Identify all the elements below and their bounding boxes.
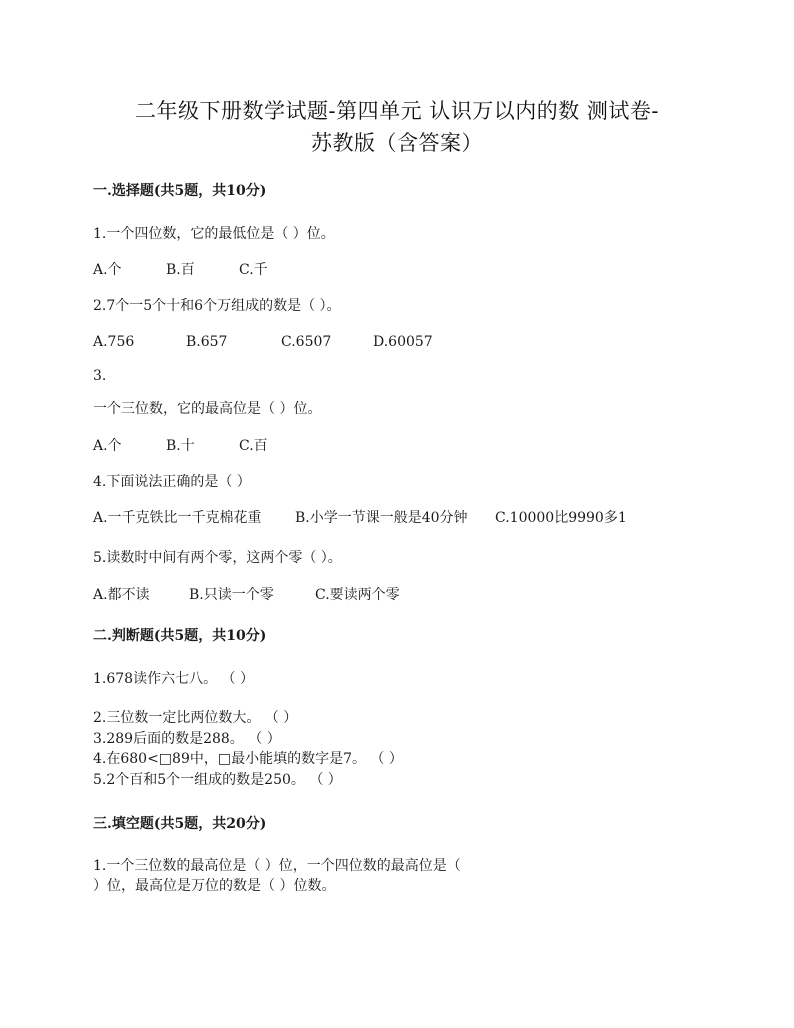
option-b: B.只读一个零	[189, 587, 274, 603]
question-2-options	[93, 333, 433, 351]
judge-item-1: 1.678读作六七八。 （ ）	[93, 671, 254, 687]
option-a: A.个	[93, 262, 122, 278]
judge-item-4: 4.在680<□89中，□最小能填的数字是7。 （ ）	[93, 751, 403, 767]
question-1-text: 1.一个四位数，它的最低位是（ ）位。	[93, 226, 335, 242]
fill-question-1-line-2: ）位，最高位是万位的数是（ ）位数。	[93, 878, 336, 894]
judge-item-2: 2.三位数一定比两位数大。 （ ）	[93, 710, 298, 726]
option-b: B.小学一节课一般是40分钟	[295, 510, 468, 526]
question-5-options	[93, 586, 400, 604]
judge-item-5: 5.2个百和5个一组成的数是250。 （ ）	[93, 772, 342, 788]
question-1-options	[93, 261, 268, 279]
option-c: C.10000比9990多1	[495, 510, 627, 526]
judge-item-3: 3.289后面的数是288。 （ ）	[93, 731, 281, 747]
option-b: B.十	[166, 438, 195, 454]
option-c: C.要读两个零	[315, 587, 400, 603]
section-heading-judge: 二.判断题(共5题，共10分)	[93, 628, 267, 644]
question-2-text: 2.7个一5个十和6个万组成的数是（ ）。	[93, 298, 341, 314]
page-title-line-1: 二年级下册数学试题-第四单元 认识万以内的数 测试卷-	[134, 99, 660, 123]
question-4-text: 4.下面说法正确的是（ ）	[93, 474, 251, 490]
option-c: C.千	[239, 262, 268, 278]
option-a: A.都不读	[93, 587, 150, 603]
option-a: A.一千克铁比一千克棉花重	[93, 510, 262, 526]
section-heading-choice: 一.选择题(共5题，共10分)	[93, 183, 267, 199]
question-4-options	[93, 509, 627, 527]
option-b: B.百	[166, 262, 195, 278]
question-3-number: 3.	[93, 368, 107, 384]
question-5-text: 5.读数时中间有两个零，这两个零（ ）。	[93, 550, 342, 566]
question-3-options	[93, 437, 268, 455]
option-a: A.个	[93, 438, 122, 454]
fill-question-1-line-1: 1.一个三位数的最高位是（ ）位，一个四位数的最高位是（	[93, 858, 461, 874]
section-heading-fill: 三.填空题(共5题，共20分)	[93, 816, 267, 832]
option-b: B.657	[186, 334, 228, 350]
option-d: D.60057	[373, 334, 433, 350]
option-a: A.756	[93, 334, 135, 350]
option-c: C.6507	[281, 334, 332, 350]
question-3-text: 一个三位数，它的最高位是（ ）位。	[93, 401, 322, 417]
page-title-line-2: 苏教版（含答案）	[311, 131, 483, 155]
option-c: C.百	[239, 438, 268, 454]
